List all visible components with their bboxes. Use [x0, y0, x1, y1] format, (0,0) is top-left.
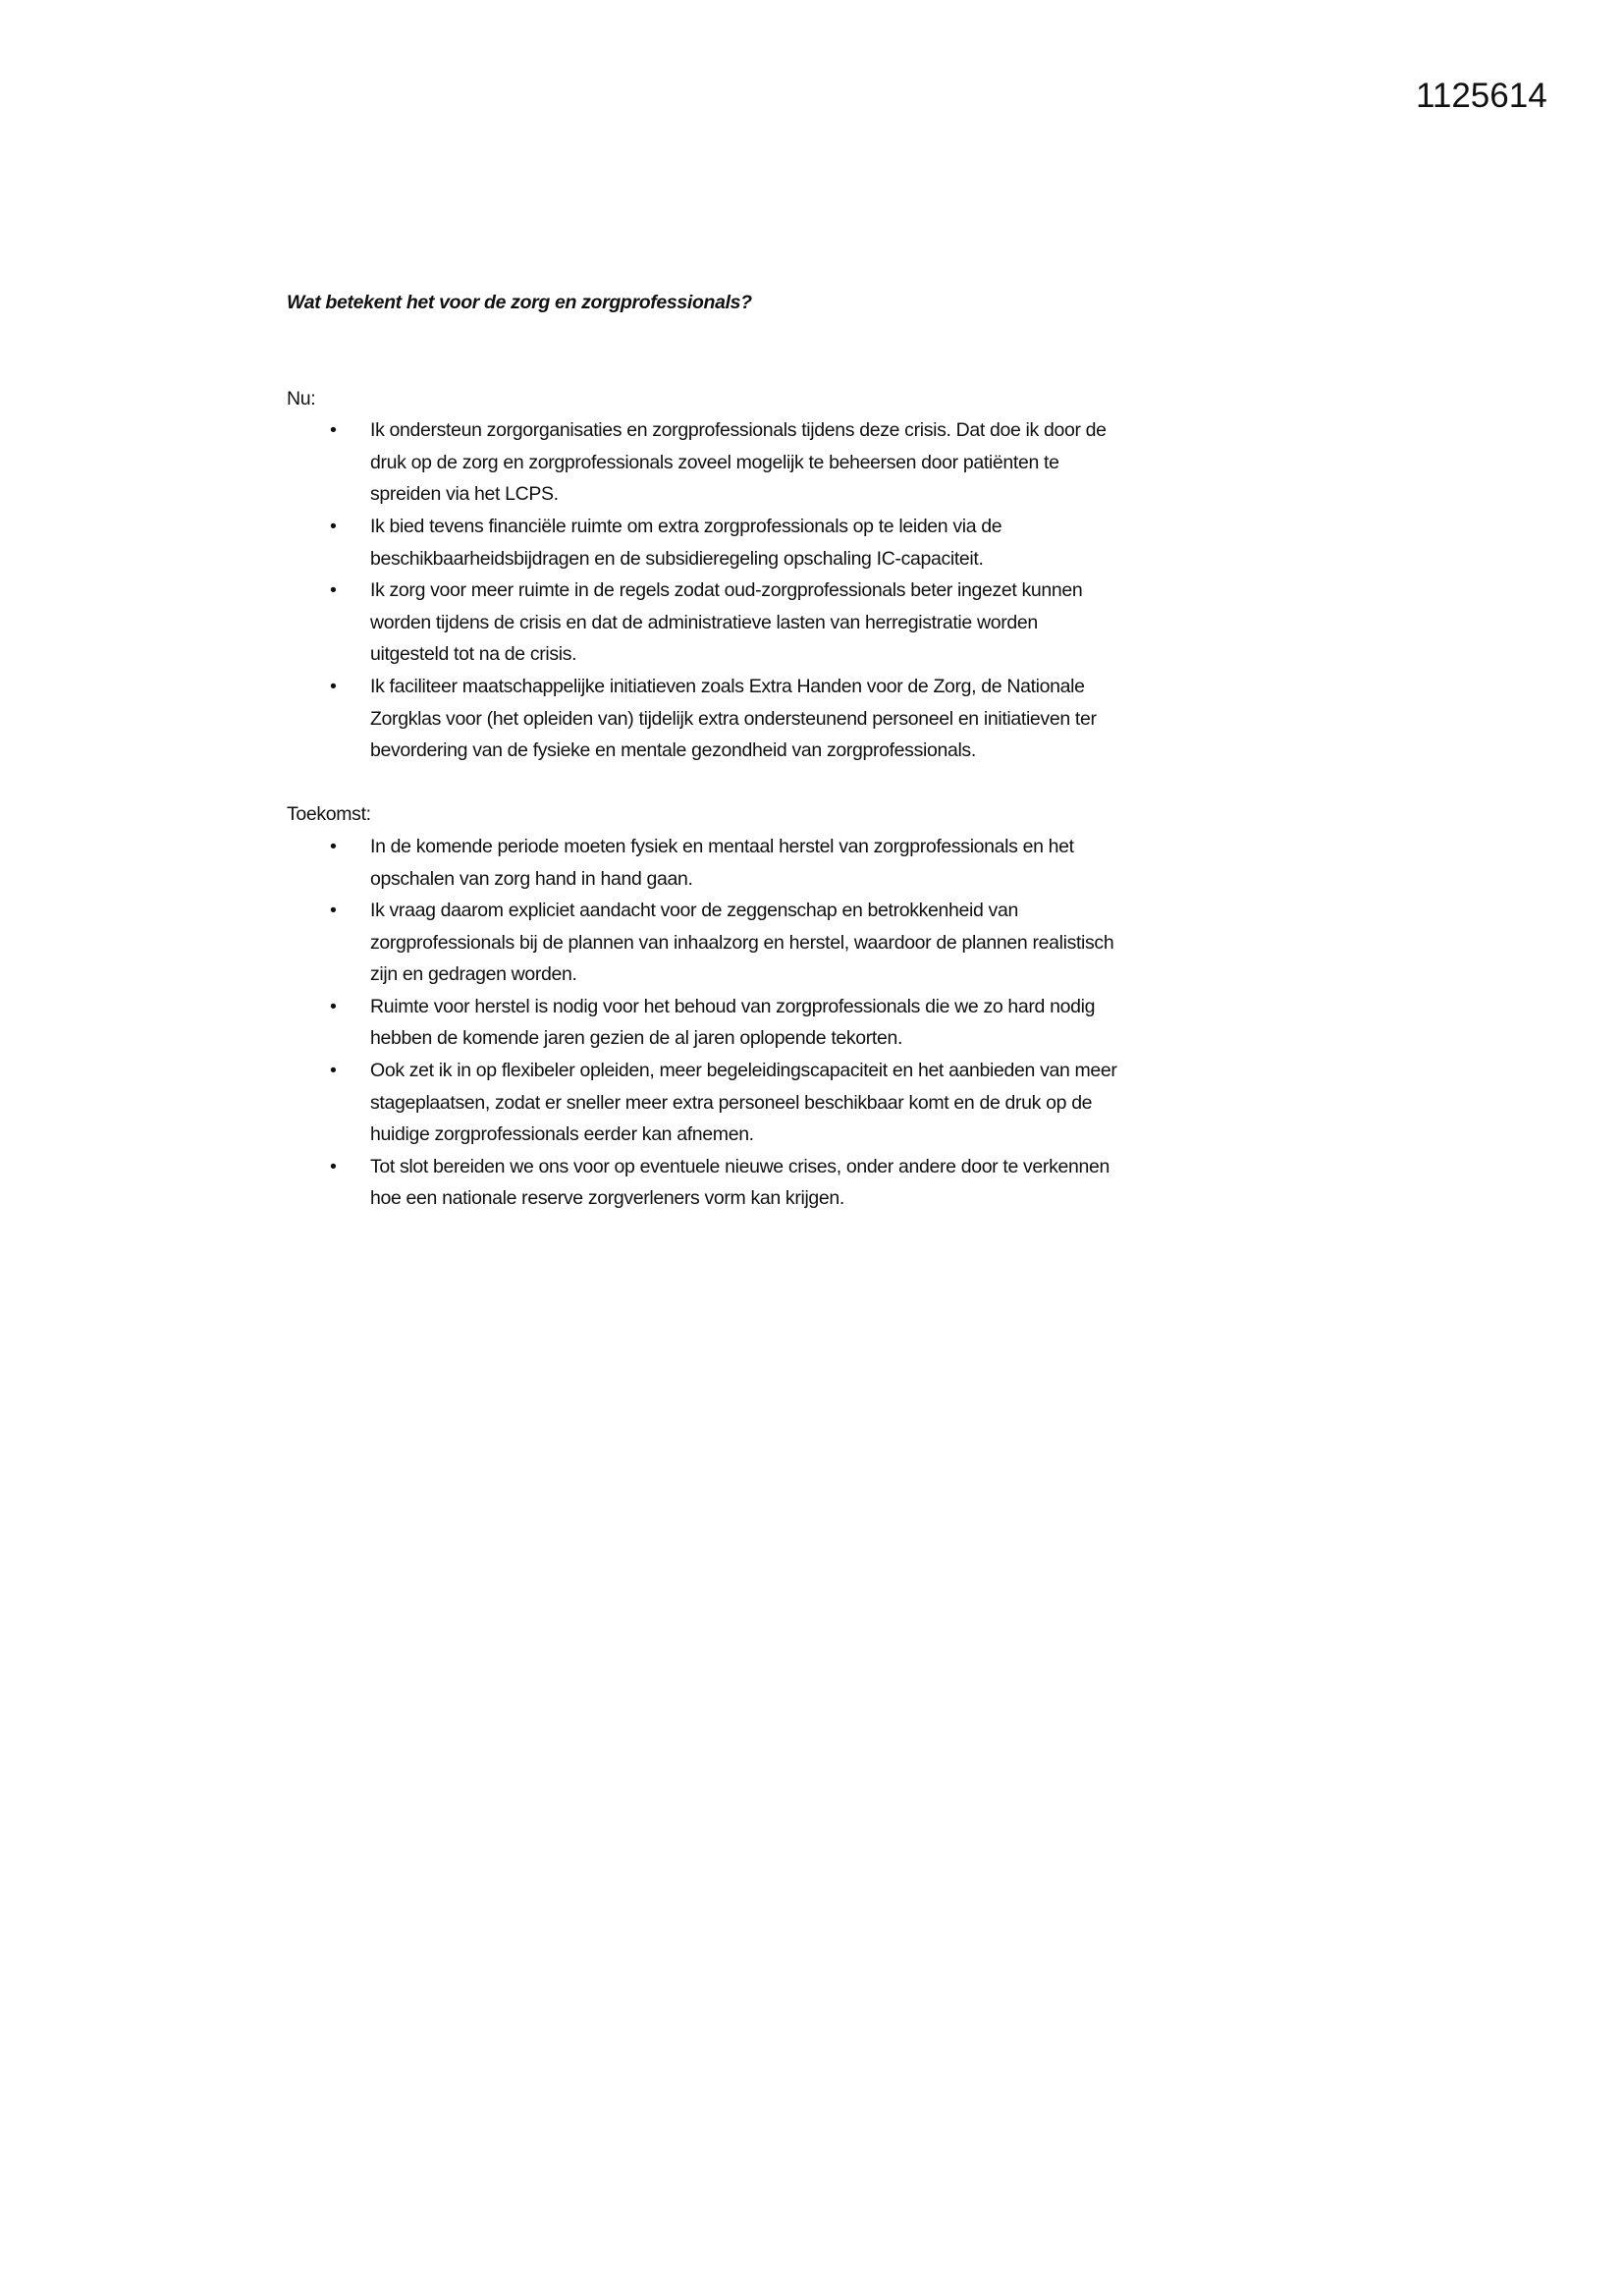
list-item-line: huidige zorgprofessionals eerder kan afnemen.: [370, 1123, 754, 1146]
list-item: [287, 511, 1367, 574]
section-toekomst: [287, 798, 1367, 1215]
list-item-line: Ruimte voor herstel is nodig voor het behoud van zorgprofessionals die we zo hard nodig: [370, 995, 1096, 1017]
list-item-line: Ik ondersteun zorgorganisaties en zorgprofessionals tijdens deze crisis. Dat doe ik door de: [370, 419, 1107, 442]
list-item: [287, 414, 1367, 511]
list-item: [287, 895, 1367, 991]
document-number: 1125614: [1416, 77, 1547, 115]
list-item-line: Ik vraag daarom expliciet aandacht voor de zeggenschap en betrokkenheid van: [370, 900, 1018, 922]
bullet-icon: •: [330, 579, 337, 602]
bullet-icon: •: [330, 900, 337, 922]
list-item: [287, 671, 1367, 767]
document-body: [287, 287, 1367, 1215]
list-item: [287, 1151, 1367, 1215]
list-item-line: spreiden via het LCPS.: [370, 483, 559, 506]
section-label: Toekomst:: [287, 803, 371, 826]
list-item-line: zijn en gedragen worden.: [370, 963, 577, 986]
section-heading: Wat betekent het voor de zorg en zorgprofessionals?: [287, 292, 752, 313]
bullet-icon: •: [330, 995, 337, 1017]
section-nu: [287, 383, 1367, 767]
list-item-line: stageplaatsen, zodat er sneller meer extra personeel beschikbaar komt en de druk op de: [370, 1091, 1093, 1114]
bullet-icon: •: [330, 1155, 337, 1177]
list-item: [287, 831, 1367, 895]
list-item-line: Ik zorg voor meer ruimte in de regels zodat oud-zorgprofessionals beter ingezet kunnen: [370, 579, 1083, 602]
list-item-line: hoe een nationale reserve zorgverleners vorm kan krijgen.: [370, 1187, 844, 1210]
list-item-line: bevordering van de fysieke en mentale gezondheid van zorgprofessionals.: [370, 739, 976, 762]
list-item-line: hebben de komende jaren gezien de al jaren oplopende tekorten.: [370, 1027, 903, 1050]
bullet-list: [287, 414, 1367, 767]
list-item-line: Ook zet ik in op flexibeler opleiden, meer begeleidingscapaciteit en het aanbieden van meer: [370, 1060, 1117, 1082]
list-item-line: zorgprofessionals bij de plannen van inhaalzorg en herstel, waardoor de plannen realistisch: [370, 931, 1114, 954]
bullet-icon: •: [330, 515, 337, 537]
list-item-line: worden tijdens de crisis en dat de administratieve lasten van herregistratie worden: [370, 611, 1038, 633]
bullet-icon: •: [330, 1060, 337, 1082]
bullet-icon: •: [330, 675, 337, 697]
list-item-line: druk op de zorg en zorgprofessionals zoveel mogelijk te beheersen door patiënten te: [370, 451, 1059, 473]
list-item-line: opschalen van zorg hand in hand gaan.: [370, 867, 693, 890]
list-item: [287, 574, 1367, 671]
list-item: [287, 991, 1367, 1055]
list-item-line: beschikbaarheidsbijdragen en de subsidieregeling opschaling IC-capaciteit.: [370, 547, 984, 570]
list-item-line: In de komende periode moeten fysiek en mentaal herstel van zorgprofessionals en het: [370, 835, 1074, 857]
sections: [287, 383, 1367, 1215]
bullet-icon: •: [330, 835, 337, 857]
list-item-line: uitgesteld tot na de crisis.: [370, 643, 577, 666]
list-item-line: Ik bied tevens financiële ruimte om extra zorgprofessionals op te leiden via de: [370, 515, 1002, 537]
list-item-line: Tot slot bereiden we ons voor op eventuele nieuwe crises, onder andere door te verkennen: [370, 1155, 1110, 1177]
list-item-line: Zorgklas voor (het opleiden van) tijdelijk extra ondersteunend personeel en initiatieven ter: [370, 707, 1097, 730]
section-label: Nu:: [287, 387, 316, 410]
bullet-list: [287, 831, 1367, 1215]
list-item-line: Ik faciliteer maatschappelijke initiatieven zoals Extra Handen voor de Zorg, de Nationale: [370, 675, 1085, 697]
bullet-icon: •: [330, 419, 337, 442]
list-item: [287, 1055, 1367, 1151]
